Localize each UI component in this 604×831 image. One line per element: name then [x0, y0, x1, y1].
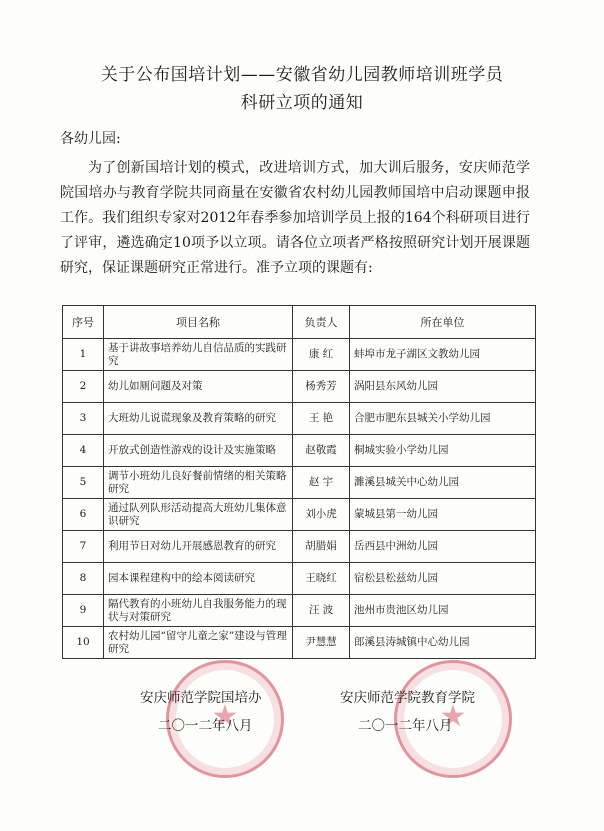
cell-unit: 涡阳县东风幼儿园	[350, 371, 536, 403]
document-title-line2: 科研立项的通知	[240, 93, 364, 113]
cell-title: 基于讲故事培养幼儿自信品质的实践研究	[104, 339, 293, 371]
table-row	[63, 627, 536, 659]
cell-leader: 康 红	[293, 339, 350, 371]
header-num: 序号	[63, 306, 104, 339]
cell-num: 8	[63, 563, 104, 595]
cell-unit: 池州市贵池区幼儿园	[350, 595, 536, 627]
cell-title: 通过队列队形活动提高大班幼儿集体意识研究	[104, 499, 293, 531]
cell-leader: 汪 波	[293, 595, 350, 627]
signature-left-org: 安庆师范学院国培办	[140, 690, 262, 706]
cell-title: 隔代教育的小班幼儿自我服务能力的现状与对策研究	[104, 595, 293, 627]
cell-num: 10	[63, 627, 104, 659]
cell-title: 开放式创造性游戏的设计及实施策略	[104, 435, 293, 467]
cell-num: 1	[63, 339, 104, 371]
cell-title: 园本课程建构中的绘本阅读研究	[104, 563, 293, 595]
table-row	[63, 499, 536, 531]
table-row	[63, 371, 536, 403]
header-leader: 负责人	[293, 306, 350, 339]
cell-unit: 郎溪县涛城镇中心幼儿园	[350, 627, 536, 659]
cell-unit: 桐城实验小学幼儿园	[350, 435, 536, 467]
table-header-row	[63, 306, 536, 339]
cell-num: 5	[63, 467, 104, 499]
body-paragraph: 为了创新国培计划的模式，改进培训方式，加大训后服务，安庆师范学院国培办与教育学院共同商量在安徽省农村幼儿园教师国培中启动课题申报工作。我们组织专家对2012年春季参加培训学员上报的164个科研项目进行了评审，遴选确定10项予以立项。请各位立项者严格按照研究计划开展课题研究，保证课题研究正常进行。准予立项的课题有:	[60, 160, 530, 276]
signature-right-date: 二〇一二年八月	[358, 718, 453, 734]
table-row	[63, 339, 536, 371]
table-row	[63, 467, 536, 499]
table-row	[63, 403, 536, 435]
signature-right-org: 安庆师范学院教育学院	[340, 690, 475, 706]
table-row	[63, 595, 536, 627]
header-unit: 所在单位	[350, 306, 536, 339]
cell-num: 7	[63, 531, 104, 563]
header-title: 项目名称	[104, 306, 293, 339]
cell-leader: 胡腊娟	[293, 531, 350, 563]
table-row	[63, 563, 536, 595]
cell-unit: 濉溪县城关中心幼儿园	[350, 467, 536, 499]
cell-leader: 赵敬霞	[293, 435, 350, 467]
cell-leader: 刘小虎	[293, 499, 350, 531]
cell-unit: 蒙城县第一幼儿园	[350, 499, 536, 531]
cell-title: 幼儿如厕问题及对策	[104, 371, 293, 403]
table-row	[63, 531, 536, 563]
cell-num: 2	[63, 371, 104, 403]
salutation: 各幼儿园:	[60, 131, 121, 147]
signature-left-date: 二〇一二年八月	[158, 718, 253, 734]
cell-leader: 杨秀芳	[293, 371, 350, 403]
cell-num: 9	[63, 595, 104, 627]
cell-unit: 蚌埠市龙子湖区文教幼儿园	[350, 339, 536, 371]
project-table	[62, 305, 536, 659]
cell-title: 调节小班幼儿良好餐前情绪的相关策略研究	[104, 467, 293, 499]
cell-unit: 合肥市肥东县城关小学幼儿园	[350, 403, 536, 435]
cell-title: 利用节日对幼儿开展感恩教育的研究	[104, 531, 293, 563]
cell-leader: 王 艳	[293, 403, 350, 435]
document-title-line1: 关于公布国培计划——安徽省幼儿园教师培训班学员	[100, 65, 504, 85]
table-row	[63, 435, 536, 467]
cell-leader: 尹慧慧	[293, 627, 350, 659]
cell-unit: 宿松县松兹幼儿园	[350, 563, 536, 595]
cell-unit: 岳西县中洲幼儿园	[350, 531, 536, 563]
cell-leader: 王晓红	[293, 563, 350, 595]
cell-num: 4	[63, 435, 104, 467]
cell-leader: 赵 宇	[293, 467, 350, 499]
cell-num: 6	[63, 499, 104, 531]
cell-num: 3	[63, 403, 104, 435]
cell-title: 大班幼儿说谎现象及教育策略的研究	[104, 403, 293, 435]
cell-title: 农村幼儿园“留守儿童之家”建设与管理研究	[104, 627, 293, 659]
